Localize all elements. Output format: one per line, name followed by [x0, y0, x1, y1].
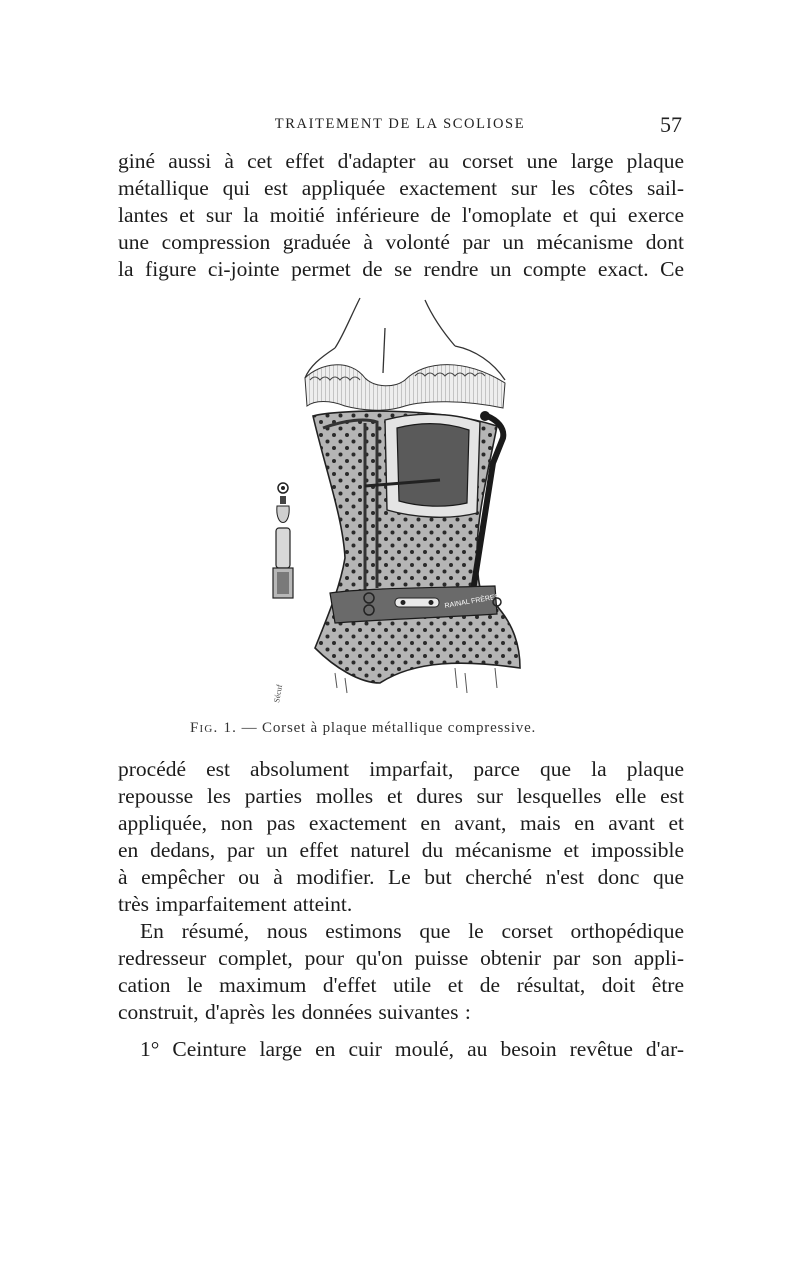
text-line: en dedans, par un effet naturel du mécanisme et impossible [118, 838, 684, 862]
caption-text: Corset à plaque métallique compressive. [262, 720, 537, 736]
text-line: 1° Ceinture large en cuir moulé, au besoin revêtue d'ar- [140, 1037, 684, 1061]
wrench-key-tool [273, 483, 293, 598]
engraver-signature: Sécuf [272, 683, 285, 704]
running-title: TRAITEMENT DE LA SCOLIOSE [274, 116, 526, 132]
list-item [118, 1036, 684, 1063]
text-line: métallique qui est appliquée exactement sur les côtes sail- [118, 176, 684, 200]
text-line: redresseur complet, pour qu'on puisse obtenir par son appli- [118, 946, 684, 970]
text-line: à empêcher ou à modifier. Le but cherché n'est donc que [118, 865, 684, 889]
text-line: appliquée, non pas exactement en avant, mais en avant et [118, 811, 684, 835]
text-line: lantes et sur la moitié inférieure de l'omoplate et qui exerce [118, 203, 684, 227]
paragraph-top [118, 148, 684, 283]
text-line: giné aussi à cet effet d'adapter au corset une large plaque [118, 149, 684, 173]
corset-illustration [265, 288, 545, 718]
text-line: procédé est absolument imparfait, parce que la plaque [118, 757, 684, 781]
chemise-lace [305, 365, 505, 411]
text-line: construit, d'après les données suivantes : [118, 1000, 471, 1024]
figure-label: Fig. 1. [190, 720, 238, 736]
text-line: cation le maximum d'effet utile et de résultat, doit être [118, 973, 684, 997]
figure-caption [190, 720, 610, 737]
paragraph-resume [118, 918, 684, 1026]
text-line: En résumé, nous estimons que le corset orthopédique [140, 919, 684, 943]
paragraph-bottom [118, 756, 684, 918]
text-line: repousse les parties molles et dures sur lesquelles elle est [118, 784, 684, 808]
compressive-plate [385, 414, 480, 517]
page-number: 57 [660, 112, 682, 137]
running-head [116, 112, 684, 138]
text-line: une compression graduée à volonté par un mécanisme dont [118, 230, 684, 254]
belt-lettering: RAINAL FRÈRES [444, 593, 500, 610]
text-line: la figure ci-jointe permet de se rendre un compte exact. Ce [118, 257, 684, 281]
text-line: très imparfaitement atteint. [118, 892, 353, 916]
caption-dash: — [241, 720, 258, 736]
